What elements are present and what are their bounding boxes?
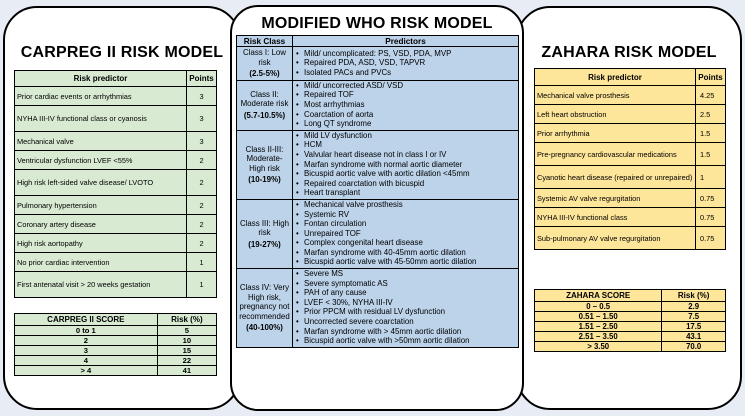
score-cell: 2.51 – 3.50 <box>535 332 662 342</box>
score-cell: > 4 <box>15 366 158 376</box>
predictor-item: • Mild/ uncomplicated: PS, VSD, PDA, MVP <box>295 49 516 59</box>
zahara-score-table <box>534 289 726 352</box>
predictor-cell: Coronary artery disease <box>15 215 187 234</box>
predictor-item: • LVEF < 30%, NYHA III-IV <box>295 298 516 308</box>
risk-class-name: Class I: Low risk <box>243 48 286 67</box>
points-cell: 0.75 <box>696 227 726 250</box>
who-title: MODIFIED WHO RISK MODEL <box>261 15 493 32</box>
table-row <box>15 366 217 376</box>
risk-cell: 7.5 <box>662 312 726 322</box>
header-predictors: Predictors <box>293 36 519 47</box>
table-row <box>15 336 217 346</box>
predictor-cell: Systemic AV valve regurgitation <box>535 189 696 208</box>
risk-class-percent: (2.5-5%) <box>249 69 280 79</box>
risk-class-cell <box>237 80 293 130</box>
predictors-cell <box>293 80 519 130</box>
predictor-cell: Cyanotic heart disease (repaired or unrepaired) <box>535 166 696 189</box>
predictor-item: • Repaired coarctation with bicuspid <box>295 179 516 189</box>
table-row <box>15 234 217 253</box>
points-cell: 3 <box>187 87 217 106</box>
table-row <box>237 269 519 348</box>
table-header-row <box>237 36 519 47</box>
risk-class-percent: (40-100%) <box>246 323 283 333</box>
table-row <box>535 208 726 227</box>
table-header-row <box>535 69 726 86</box>
header-score: ZAHARA SCORE <box>535 290 662 302</box>
predictor-item: • Prior PPCM with residual LV dysfunction <box>295 307 516 317</box>
who-table-body <box>237 47 519 348</box>
predictor-item: • Severe MS <box>295 269 516 279</box>
table-row <box>15 326 217 336</box>
score-cell: 1.51 – 2.50 <box>535 322 662 332</box>
predictor-cell: Prior arrhythmia <box>535 124 696 143</box>
table-row <box>535 342 726 352</box>
points-cell: 1 <box>187 253 217 272</box>
points-cell: 2 <box>187 196 217 215</box>
points-cell: 4.25 <box>696 86 726 105</box>
predictor-item: • Mild LV dysfunction <box>295 131 516 141</box>
risk-class-name: Class II: Moderate risk <box>240 89 289 109</box>
predictor-item: • Severe symptomatic AS <box>295 279 516 289</box>
table-row <box>15 215 217 234</box>
score-cell: 0 – 0.5 <box>535 302 662 312</box>
score-cell: 0.51 – 1.50 <box>535 312 662 322</box>
predictors-cell <box>293 199 519 268</box>
table-header-row <box>15 314 217 326</box>
table-row <box>15 151 217 170</box>
table-row <box>535 189 726 208</box>
risk-class-percent: (10-19%) <box>248 175 281 185</box>
table-row <box>15 87 217 106</box>
risk-cell: 17.5 <box>662 322 726 332</box>
predictor-item: • Bicuspid aortic valve with 45-50mm aortic dilation <box>295 257 516 267</box>
table-row <box>15 132 217 151</box>
zahara-predictor-table <box>534 68 726 250</box>
table-row <box>15 253 217 272</box>
points-cell: 2 <box>187 151 217 170</box>
header-predictor: Risk predictor <box>15 71 187 87</box>
table-row <box>535 105 726 124</box>
predictor-item: • Marfan syndrome with normal aortic diameter <box>295 160 516 170</box>
header-points: Points <box>696 69 726 86</box>
risk-cell: 10 <box>157 336 216 346</box>
predictor-item: • Mild/ uncorrected ASD/ VSD <box>295 81 516 91</box>
predictor-item: • Coarctation of aorta <box>295 110 516 120</box>
table-row <box>237 130 519 199</box>
predictor-item: • Most arrhythmias <box>295 100 516 110</box>
predictor-item: • Repaired PDA, ASD, VSD, TAPVR <box>295 58 516 68</box>
predictor-cell: Mechanical valve prosthesis <box>535 86 696 105</box>
who-panel <box>230 5 524 411</box>
carpreg-predictor-table <box>14 70 217 298</box>
table-row <box>535 322 726 332</box>
table-header-row <box>15 71 217 87</box>
points-cell: 3 <box>187 106 217 132</box>
points-cell: 0.75 <box>696 189 726 208</box>
carpreg-panel <box>3 6 241 410</box>
risk-cell: 5 <box>157 326 216 336</box>
table-row <box>535 302 726 312</box>
table-row <box>535 312 726 322</box>
who-risk-table <box>236 35 519 348</box>
risk-class-cell <box>237 130 293 199</box>
points-cell: 2 <box>187 234 217 253</box>
predictor-item: • Systemic RV <box>295 210 516 220</box>
table-row <box>535 227 726 250</box>
points-cell: 1.5 <box>696 124 726 143</box>
zahara-title: ZAHARA RISK MODEL <box>541 44 717 61</box>
predictor-item: • Valvular heart disease not in class I or IV <box>295 150 516 160</box>
points-cell: 2 <box>187 215 217 234</box>
score-cell: 4 <box>15 356 158 366</box>
risk-class-name: Class II-III: Moderate-High risk <box>245 144 284 173</box>
predictor-item: • Bicuspid aortic valve with >50mm aortic dilation <box>295 336 516 346</box>
predictor-cell: Pre-pregnancy cardiovascular medications <box>535 143 696 166</box>
table-row <box>15 346 217 356</box>
predictor-item: • Unrepaired TOF <box>295 229 516 239</box>
carpreg-title: CARPREG II RISK MODEL <box>20 44 224 61</box>
score-cell: > 3.50 <box>535 342 662 352</box>
table-row <box>237 47 519 81</box>
predictor-cell: NYHA III-IV functional class or cyanosis <box>15 106 187 132</box>
table-row <box>237 80 519 130</box>
predictor-cell: NYHA III-IV functional class <box>535 208 696 227</box>
predictor-cell: Left heart obstruction <box>535 105 696 124</box>
predictor-item: • Bicuspid aortic valve with aortic dilation <45mm <box>295 169 516 179</box>
table-row <box>15 272 217 298</box>
table-row <box>535 86 726 105</box>
risk-class-percent: (19-27%) <box>248 239 281 249</box>
zahara-panel <box>516 6 742 410</box>
carpreg-score-table <box>14 313 217 376</box>
table-row <box>535 124 726 143</box>
points-cell: 1 <box>696 166 726 189</box>
predictors-cell <box>293 130 519 199</box>
predictor-item: • Marfan syndrome with > 45mm aortic dilation <box>295 327 516 337</box>
points-cell: 2 <box>187 170 217 196</box>
points-cell: 2.5 <box>696 105 726 124</box>
predictor-item: • Uncorrected severe coarctation <box>295 317 516 327</box>
header-risk-class: Risk Class <box>237 36 293 47</box>
predictor-item: • Isolated PACs and PVCs <box>295 68 516 78</box>
predictor-cell: High risk aortopathy <box>15 234 187 253</box>
predictor-cell: High risk left-sided valve disease/ LVOTO <box>15 170 187 196</box>
predictor-cell: Ventricular dysfunction LVEF <55% <box>15 151 187 170</box>
table-row <box>15 196 217 215</box>
risk-class-cell <box>237 199 293 268</box>
predictor-item: • Marfan syndrome with 40-45mm aortic dilation <box>295 248 516 258</box>
table-row <box>15 106 217 132</box>
header-risk: Risk (%) <box>662 290 726 302</box>
table-row <box>535 166 726 189</box>
predictors-cell <box>293 269 519 348</box>
header-points: Points <box>187 71 217 87</box>
predictor-cell: No prior cardiac intervention <box>15 253 187 272</box>
points-cell: 0.75 <box>696 208 726 227</box>
table-row <box>237 199 519 268</box>
predictor-item: • PAH of any cause <box>295 288 516 298</box>
predictor-cell: Pulmonary hypertension <box>15 196 187 215</box>
risk-cell: 2.9 <box>662 302 726 312</box>
risk-cell: 43.1 <box>662 332 726 342</box>
predictor-cell: Sub-pulmonary AV valve regurgitation <box>535 227 696 250</box>
header-risk: Risk (%) <box>157 314 216 326</box>
table-header-row <box>535 290 726 302</box>
predictor-item: • Complex congenital heart disease <box>295 238 516 248</box>
risk-class-cell <box>237 47 293 81</box>
predictor-item: • Fontan circulation <box>295 219 516 229</box>
risk-class-cell <box>237 269 293 348</box>
risk-class-name: Class III: High risk <box>239 218 290 238</box>
header-score: CARPREG II SCORE <box>15 314 158 326</box>
table-row <box>15 170 217 196</box>
score-cell: 2 <box>15 336 158 346</box>
risk-class-name: Class IV: Very High risk, pregnancy not recommended <box>239 282 290 321</box>
points-cell: 1.5 <box>696 143 726 166</box>
score-cell: 0 to 1 <box>15 326 158 336</box>
header-predictor: Risk predictor <box>535 69 696 86</box>
predictor-item: • HCM <box>295 140 516 150</box>
risk-class-percent: (5.7-10.5%) <box>243 111 286 121</box>
predictor-item: • Repaired TOF <box>295 90 516 100</box>
table-row <box>535 143 726 166</box>
risk-cell: 41 <box>157 366 216 376</box>
points-cell: 1 <box>187 272 217 298</box>
risk-cell: 15 <box>157 346 216 356</box>
predictor-item: • Heart transplant <box>295 188 516 198</box>
score-cell: 3 <box>15 346 158 356</box>
table-row <box>535 332 726 342</box>
risk-cell: 22 <box>157 356 216 366</box>
predictor-cell: Mechanical valve <box>15 132 187 151</box>
predictors-cell <box>293 47 519 81</box>
predictor-cell: First antenatal visit > 20 weeks gestation <box>15 272 187 298</box>
table-row <box>15 356 217 366</box>
predictor-item: • Long QT syndrome <box>295 119 516 129</box>
predictor-item: • Mechanical valve prosthesis <box>295 200 516 210</box>
points-cell: 3 <box>187 132 217 151</box>
risk-cell: 70.0 <box>662 342 726 352</box>
predictor-cell: Prior cardiac events or arrhythmias <box>15 87 187 106</box>
